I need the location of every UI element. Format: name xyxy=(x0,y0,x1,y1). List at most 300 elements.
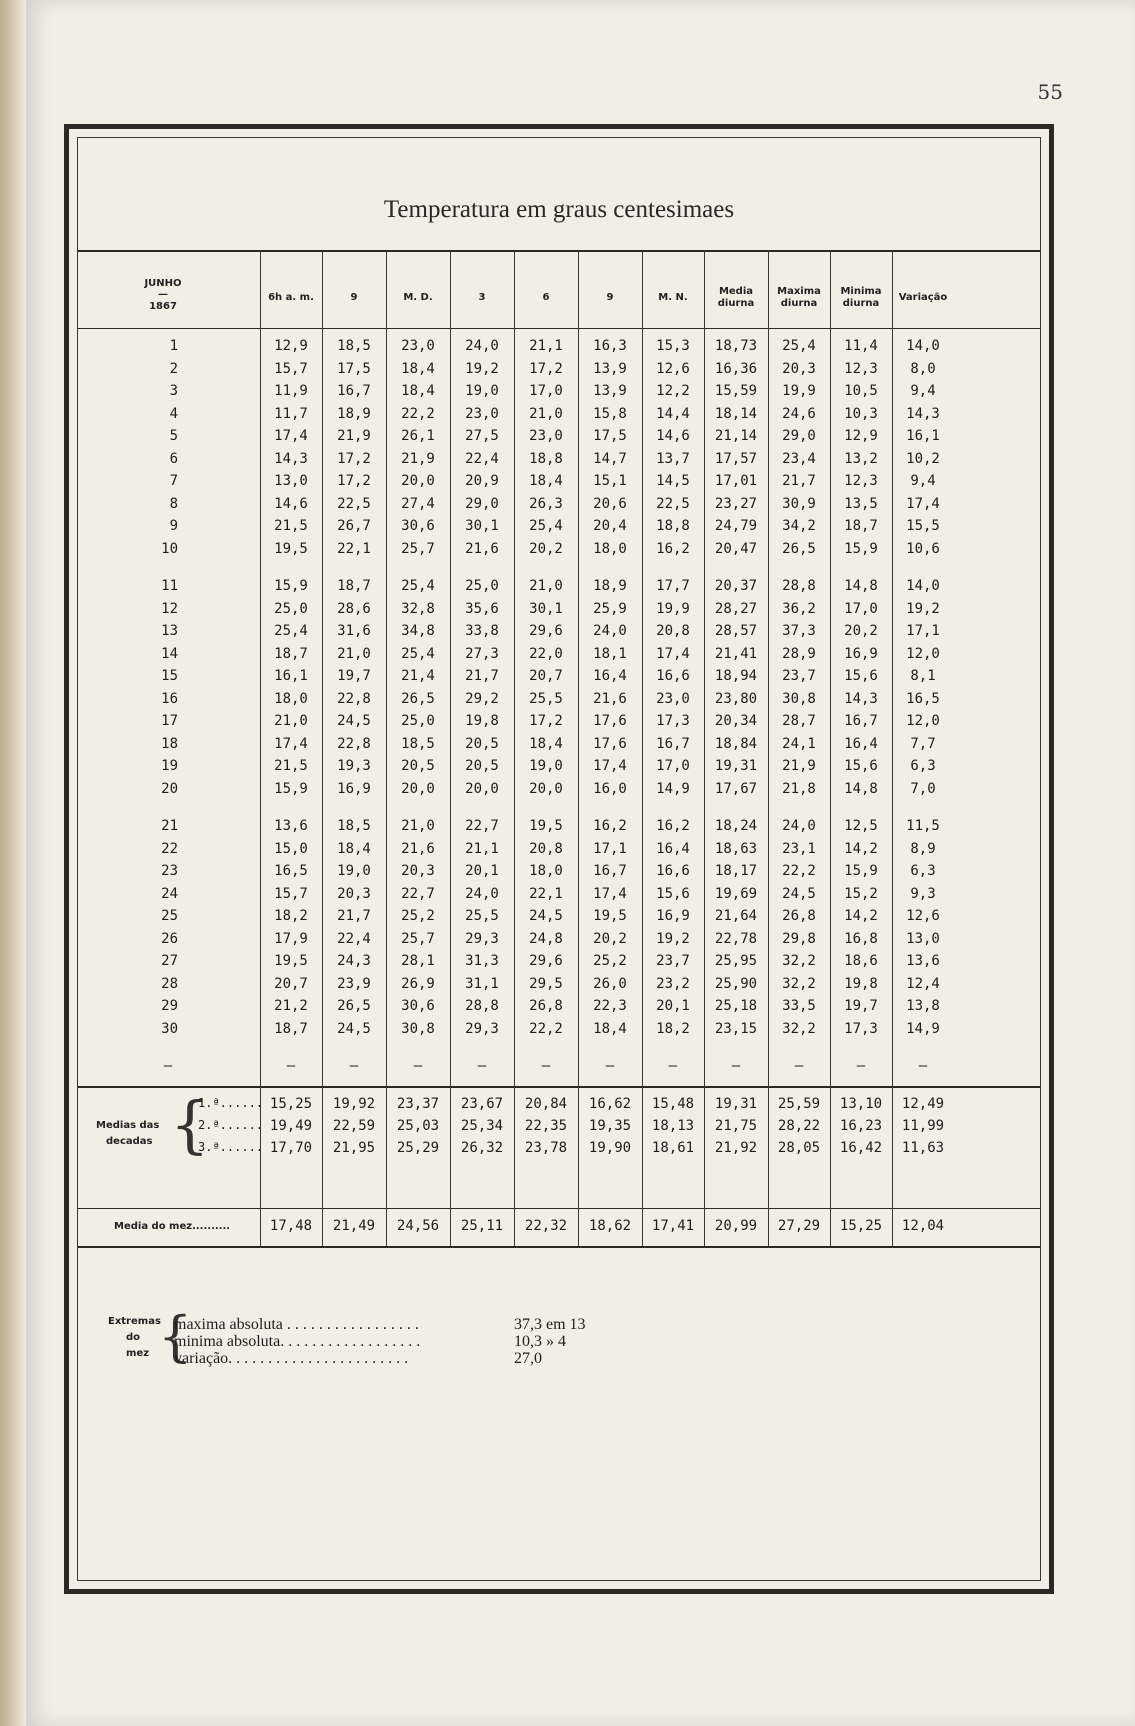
data-cell: 14,8 xyxy=(844,780,878,797)
data-cell: 13,0 xyxy=(274,473,308,489)
data-cell: 21,0 xyxy=(529,405,563,422)
data-cell: 10,5 xyxy=(844,383,878,399)
data-cell: 11,4 xyxy=(844,338,878,354)
data-cell: 6,3 xyxy=(910,863,936,879)
data-cell: 31,1 xyxy=(465,975,499,992)
decade-cell: 28,22 xyxy=(777,1118,821,1134)
data-cell: 30,1 xyxy=(529,600,563,617)
data-cell: 20,5 xyxy=(401,758,435,774)
data-cell: 20,0 xyxy=(529,780,563,797)
data-cell: 18,4 xyxy=(337,840,371,857)
day-number: 24 xyxy=(161,885,178,902)
day-number: 19 xyxy=(161,758,178,774)
data-cell: 18,63 xyxy=(714,840,758,857)
data-cell: 20,3 xyxy=(401,863,435,879)
month-mean-cell: 12,04 xyxy=(901,1218,945,1234)
day-number: 18 xyxy=(161,735,178,752)
data-cell: 19,2 xyxy=(465,360,499,377)
data-cell: 20,3 xyxy=(337,885,371,902)
data-cell: 12,5 xyxy=(844,818,878,834)
data-cell: 21,2 xyxy=(274,998,308,1014)
data-cell: 15,2 xyxy=(844,885,878,902)
data-cell: 22,8 xyxy=(337,735,371,752)
data-cell: 14,0 xyxy=(906,338,940,354)
data-cell: 26,1 xyxy=(401,428,435,444)
data-cell: 20,3 xyxy=(782,360,816,377)
decade-cell: 21,95 xyxy=(332,1140,376,1156)
column-header: M. D. xyxy=(403,292,433,303)
data-cell: 20,0 xyxy=(401,473,435,489)
data-cell: 25,4 xyxy=(274,623,308,639)
day-number: 13 xyxy=(161,623,178,639)
data-cell: 17,4 xyxy=(593,758,627,774)
data-cell: 18,4 xyxy=(401,383,435,399)
data-cell: 35,6 xyxy=(465,600,499,617)
month-mean-cell: 20,99 xyxy=(714,1218,758,1234)
extreme-value: 37,3 em 13 xyxy=(514,1316,586,1333)
data-cell: 28,8 xyxy=(782,578,816,594)
data-cell: 28,7 xyxy=(782,713,816,729)
data-cell: 14,4 xyxy=(656,405,690,422)
data-cell: 25,0 xyxy=(465,578,499,594)
data-cell: 10,3 xyxy=(844,405,878,422)
data-cell: 20,0 xyxy=(401,780,435,797)
data-cell: 20,8 xyxy=(529,840,563,857)
data-cell: 17,1 xyxy=(906,623,940,639)
day-number: 17 xyxy=(161,713,178,729)
extremes-label: do xyxy=(126,1332,141,1343)
decade-label: 3.ª...... xyxy=(198,1140,264,1154)
decade-cell: 23,78 xyxy=(524,1140,568,1156)
data-cell: 14,8 xyxy=(844,578,878,594)
data-cell: 29,0 xyxy=(465,495,499,512)
data-cell: 18,5 xyxy=(337,338,371,354)
data-cell: 9,4 xyxy=(910,473,936,489)
data-cell: 28,8 xyxy=(465,998,499,1014)
data-cell: 12,0 xyxy=(906,713,940,729)
data-cell: 15,6 xyxy=(656,885,690,902)
data-cell: 29,3 xyxy=(465,930,499,947)
extreme-value: 27,0 xyxy=(514,1350,542,1367)
dash-mark: — xyxy=(794,1058,804,1074)
day-number: 1 xyxy=(169,338,178,354)
data-cell: 26,0 xyxy=(593,975,627,992)
data-cell: 26,5 xyxy=(401,690,435,707)
data-cell: 21,7 xyxy=(337,908,371,924)
data-cell: 19,9 xyxy=(782,383,816,399)
month-mean-cell: 24,56 xyxy=(396,1218,440,1234)
data-cell: 25,0 xyxy=(274,600,308,617)
data-cell: 25,90 xyxy=(714,975,758,992)
body-bottom-rule xyxy=(78,1086,1040,1088)
data-cell: 21,41 xyxy=(714,645,758,662)
data-cell: 12,9 xyxy=(274,338,308,354)
data-cell: 15,9 xyxy=(274,780,308,797)
data-cell: 21,7 xyxy=(782,473,816,489)
month-mean-cell: 25,11 xyxy=(460,1218,504,1234)
data-cell: 17,57 xyxy=(714,450,758,467)
data-cell: 14,3 xyxy=(274,450,308,467)
data-cell: 25,0 xyxy=(401,713,435,729)
day-number: 30 xyxy=(161,1020,178,1037)
data-cell: 22,2 xyxy=(529,1020,563,1037)
data-cell: 16,9 xyxy=(844,645,878,662)
data-cell: 21,1 xyxy=(529,338,563,354)
column-header: 9 xyxy=(606,292,614,303)
data-cell: 19,9 xyxy=(656,600,690,617)
decade-cell: 25,29 xyxy=(396,1140,440,1156)
data-cell: 25,7 xyxy=(401,540,435,557)
data-cell: 16,9 xyxy=(337,780,371,797)
decade-cell: 23,37 xyxy=(396,1096,440,1112)
decade-cell: 15,25 xyxy=(269,1096,313,1112)
data-cell: 21,9 xyxy=(782,758,816,774)
data-cell: 14,7 xyxy=(593,450,627,467)
data-cell: 18,2 xyxy=(656,1020,690,1037)
data-cell: 23,80 xyxy=(714,690,758,707)
data-cell: 20,2 xyxy=(529,540,563,557)
day-number: 2 xyxy=(169,360,178,377)
data-cell: 13,7 xyxy=(656,450,690,467)
data-cell: 23,0 xyxy=(401,338,435,354)
data-cell: 20,9 xyxy=(465,473,499,489)
data-cell: 14,2 xyxy=(844,908,878,924)
data-cell: 21,5 xyxy=(274,518,308,534)
data-cell: 24,0 xyxy=(782,818,816,834)
day-number: 3 xyxy=(169,383,178,399)
month-mean-cell: 18,62 xyxy=(588,1218,632,1234)
data-cell: 15,59 xyxy=(714,383,758,399)
day-number: 16 xyxy=(161,690,178,707)
data-cell: 15,3 xyxy=(656,338,690,354)
decades-label: Medias das xyxy=(96,1120,160,1131)
data-cell: 18,0 xyxy=(274,690,308,707)
data-cell: 18,7 xyxy=(337,578,371,594)
data-cell: 29,0 xyxy=(782,428,816,444)
data-cell: 19,7 xyxy=(844,998,878,1014)
data-cell: 20,5 xyxy=(465,735,499,752)
data-cell: 29,5 xyxy=(529,975,563,992)
data-cell: 17,0 xyxy=(844,600,878,617)
header-top-rule xyxy=(78,250,1040,252)
data-cell: 26,5 xyxy=(337,998,371,1014)
data-cell: 16,1 xyxy=(274,668,308,684)
data-cell: 17,2 xyxy=(529,360,563,377)
data-cell: 17,4 xyxy=(656,645,690,662)
data-cell: 24,5 xyxy=(337,713,371,729)
data-cell: 24,8 xyxy=(529,930,563,947)
data-cell: 22,3 xyxy=(593,998,627,1014)
month-bottom-rule xyxy=(78,1246,1040,1248)
data-cell: 17,2 xyxy=(529,713,563,729)
data-cell: 16,36 xyxy=(714,360,758,377)
data-cell: 19,0 xyxy=(465,383,499,399)
column-header: 3 xyxy=(478,292,486,303)
data-cell: 33,5 xyxy=(782,998,816,1014)
data-cell: 18,84 xyxy=(714,735,758,752)
data-cell: 25,2 xyxy=(593,953,627,969)
dash-mark: — xyxy=(918,1058,928,1074)
data-cell: 12,6 xyxy=(906,908,940,924)
data-cell: 17,6 xyxy=(593,735,627,752)
data-cell: 8,1 xyxy=(910,668,936,684)
data-cell: 23,9 xyxy=(337,975,371,992)
data-cell: 30,6 xyxy=(401,998,435,1014)
data-cell: 24,0 xyxy=(465,885,499,902)
data-cell: 9,3 xyxy=(910,885,936,902)
data-cell: 21,14 xyxy=(714,428,758,444)
data-cell: 18,2 xyxy=(274,908,308,924)
extreme-name: minima absoluta. . . . . . . . . . . . . . . . . . xyxy=(174,1333,421,1350)
data-cell: 12,2 xyxy=(656,383,690,399)
data-cell: 20,4 xyxy=(593,518,627,534)
data-cell: 18,24 xyxy=(714,818,758,834)
data-cell: 30,6 xyxy=(401,518,435,534)
dash-mark: — xyxy=(541,1058,551,1074)
data-cell: 26,3 xyxy=(529,495,563,512)
dash-mark: — xyxy=(286,1058,296,1074)
data-cell: 16,7 xyxy=(593,863,627,879)
data-cell: 30,9 xyxy=(782,495,816,512)
data-cell: 22,4 xyxy=(465,450,499,467)
data-cell: 19,2 xyxy=(906,600,940,617)
data-cell: 26,8 xyxy=(782,908,816,924)
data-cell: 30,8 xyxy=(401,1020,435,1037)
data-cell: 19,5 xyxy=(274,953,308,969)
data-cell: 25,5 xyxy=(529,690,563,707)
extremes-label: mez xyxy=(126,1348,150,1359)
data-cell: 22,78 xyxy=(714,930,758,947)
month-mean-cell: 27,29 xyxy=(777,1218,821,1234)
data-cell: 15,6 xyxy=(844,758,878,774)
brace-symbol: { xyxy=(158,1305,193,1368)
decade-cell: 19,35 xyxy=(588,1118,632,1134)
day-number: 25 xyxy=(161,908,178,924)
data-cell: 20,1 xyxy=(465,863,499,879)
decade-label: 1.ª...... xyxy=(198,1096,264,1110)
data-cell: 16,6 xyxy=(656,668,690,684)
month-header: JUNHO xyxy=(144,278,182,289)
data-cell: 24,5 xyxy=(782,885,816,902)
day-number: 5 xyxy=(169,428,178,444)
data-cell: 34,8 xyxy=(401,623,435,639)
data-cell: 25,4 xyxy=(401,578,435,594)
data-cell: 25,2 xyxy=(401,908,435,924)
data-cell: 23,2 xyxy=(656,975,690,992)
data-cell: 23,7 xyxy=(656,953,690,969)
data-cell: 32,8 xyxy=(401,600,435,617)
data-cell: 20,1 xyxy=(656,998,690,1014)
data-cell: 20,8 xyxy=(656,623,690,639)
data-cell: 17,4 xyxy=(274,735,308,752)
decade-cell: 13,10 xyxy=(839,1096,883,1112)
decade-cell: 19,31 xyxy=(714,1096,758,1112)
data-cell: 19,8 xyxy=(465,713,499,729)
data-cell: 28,6 xyxy=(337,600,371,617)
data-cell: 14,6 xyxy=(274,495,308,512)
data-cell: 22,8 xyxy=(337,690,371,707)
data-cell: 7,7 xyxy=(910,735,936,752)
data-cell: 16,9 xyxy=(656,908,690,924)
data-cell: 16,7 xyxy=(844,713,878,729)
data-cell: 16,4 xyxy=(656,840,690,857)
data-cell: 22,5 xyxy=(656,495,690,512)
decade-cell: 12,49 xyxy=(901,1096,945,1112)
data-cell: 13,9 xyxy=(593,360,627,377)
data-cell: 34,2 xyxy=(782,518,816,534)
data-cell: 15,9 xyxy=(844,540,878,557)
data-cell: 21,0 xyxy=(337,645,371,662)
data-cell: 33,8 xyxy=(465,623,499,639)
data-cell: 29,2 xyxy=(465,690,499,707)
data-cell: 13,5 xyxy=(844,495,878,512)
data-cell: 18,4 xyxy=(529,735,563,752)
data-cell: 37,3 xyxy=(782,623,816,639)
data-cell: 22,2 xyxy=(782,863,816,879)
data-cell: 18,4 xyxy=(401,360,435,377)
data-cell: 11,9 xyxy=(274,383,308,399)
data-cell: 20,2 xyxy=(593,930,627,947)
dash-mark: — xyxy=(349,1058,359,1074)
data-cell: 36,2 xyxy=(782,600,816,617)
data-cell: 8,0 xyxy=(910,360,936,377)
data-cell: 18,9 xyxy=(593,578,627,594)
data-cell: 19,69 xyxy=(714,885,758,902)
data-cell: 18,9 xyxy=(337,405,371,422)
decade-cell: 17,70 xyxy=(269,1140,313,1156)
decade-cell: 15,48 xyxy=(651,1096,695,1112)
data-cell: 23,0 xyxy=(465,405,499,422)
data-cell: 23,0 xyxy=(656,690,690,707)
data-cell: 21,1 xyxy=(465,840,499,857)
data-cell: 17,9 xyxy=(274,930,308,947)
data-cell: 15,9 xyxy=(844,863,878,879)
data-cell: 22,7 xyxy=(401,885,435,902)
data-cell: 18,4 xyxy=(529,473,563,489)
data-cell: 14,5 xyxy=(656,473,690,489)
data-cell: 22,1 xyxy=(529,885,563,902)
data-cell: 28,27 xyxy=(714,600,758,617)
data-cell: 14,3 xyxy=(906,405,940,422)
page-number: 55 xyxy=(1037,80,1063,104)
data-cell: 14,3 xyxy=(844,690,878,707)
data-cell: 25,95 xyxy=(714,953,758,969)
data-cell: 16,2 xyxy=(656,818,690,834)
data-cell: 17,6 xyxy=(593,713,627,729)
data-cell: 25,9 xyxy=(593,600,627,617)
data-cell: 12,0 xyxy=(906,645,940,662)
data-cell: 20,2 xyxy=(844,623,878,639)
data-cell: 16,4 xyxy=(844,735,878,752)
data-cell: 13,6 xyxy=(906,953,940,969)
book-spine xyxy=(0,0,26,1726)
data-cell: 32,2 xyxy=(782,1020,816,1037)
data-cell: 22,4 xyxy=(337,930,371,947)
decade-cell: 19,90 xyxy=(588,1140,632,1156)
data-cell: 20,34 xyxy=(714,713,758,729)
data-cell: 19,5 xyxy=(593,908,627,924)
data-cell: 21,5 xyxy=(274,758,308,774)
dash-mark: — xyxy=(413,1058,423,1074)
data-cell: 17,4 xyxy=(593,885,627,902)
data-cell: 23,1 xyxy=(782,840,816,857)
decade-cell: 28,05 xyxy=(777,1140,821,1156)
decade-label: 2.ª...... xyxy=(198,1118,264,1132)
data-cell: 17,0 xyxy=(656,758,690,774)
data-cell: 18,94 xyxy=(714,668,758,684)
data-cell: 21,0 xyxy=(401,818,435,834)
data-cell: 20,0 xyxy=(465,780,499,797)
day-number: 10 xyxy=(161,540,178,557)
data-cell: 24,3 xyxy=(337,953,371,969)
data-cell: 14,9 xyxy=(656,780,690,797)
day-number: 15 xyxy=(161,668,178,684)
data-cell: 21,64 xyxy=(714,908,758,924)
decade-cell: 25,34 xyxy=(460,1118,504,1134)
data-cell: 21,7 xyxy=(465,668,499,684)
data-cell: 19,7 xyxy=(337,668,371,684)
data-cell: 18,8 xyxy=(656,518,690,534)
brace-symbol: { xyxy=(170,1088,210,1161)
data-cell: 16,3 xyxy=(593,338,627,354)
decade-cell: 21,75 xyxy=(714,1118,758,1134)
data-cell: 13,9 xyxy=(593,383,627,399)
data-cell: 12,6 xyxy=(656,360,690,377)
data-cell: 24,5 xyxy=(337,1020,371,1037)
dash-mark: — xyxy=(668,1058,678,1074)
data-cell: 12,3 xyxy=(844,473,878,489)
data-cell: 20,5 xyxy=(465,758,499,774)
data-cell: 12,4 xyxy=(906,975,940,992)
data-cell: 19,3 xyxy=(337,758,371,774)
data-cell: 17,2 xyxy=(337,450,371,467)
column-header: Minima diurna xyxy=(840,286,882,309)
data-cell: 15,1 xyxy=(593,473,627,489)
decade-cell: 22,35 xyxy=(524,1118,568,1134)
data-cell: 20,7 xyxy=(529,668,563,684)
data-cell: 8,9 xyxy=(910,840,936,857)
data-cell: 25,18 xyxy=(714,998,758,1014)
data-cell: 31,3 xyxy=(465,953,499,969)
day-number: 26 xyxy=(161,930,178,947)
data-cell: 16,5 xyxy=(274,863,308,879)
data-cell: 21,9 xyxy=(401,450,435,467)
data-cell: 18,14 xyxy=(714,405,758,422)
column-header: Maxima diurna xyxy=(777,286,821,309)
data-cell: 15,9 xyxy=(274,578,308,594)
data-cell: 16,7 xyxy=(337,383,371,399)
data-cell: 24,0 xyxy=(465,338,499,354)
decade-cell: 19,49 xyxy=(269,1118,313,1134)
day-number: 12 xyxy=(161,600,178,617)
data-cell: 17,3 xyxy=(844,1020,878,1037)
data-cell: 14,6 xyxy=(656,428,690,444)
decade-cell: 11,63 xyxy=(901,1140,945,1156)
data-cell: 17,4 xyxy=(274,428,308,444)
data-cell: 24,6 xyxy=(782,405,816,422)
data-cell: 31,6 xyxy=(337,623,371,639)
extremes-label: Extremas xyxy=(108,1316,161,1327)
data-cell: 20,37 xyxy=(714,578,758,594)
data-cell: 20,47 xyxy=(714,540,758,557)
column-header: 9 xyxy=(350,292,358,303)
data-cell: 18,0 xyxy=(529,863,563,879)
column-header: Media diurna xyxy=(717,286,755,309)
data-cell: 16,7 xyxy=(656,735,690,752)
data-cell: 16,4 xyxy=(593,668,627,684)
data-cell: 18,5 xyxy=(337,818,371,834)
data-cell: 21,0 xyxy=(529,578,563,594)
